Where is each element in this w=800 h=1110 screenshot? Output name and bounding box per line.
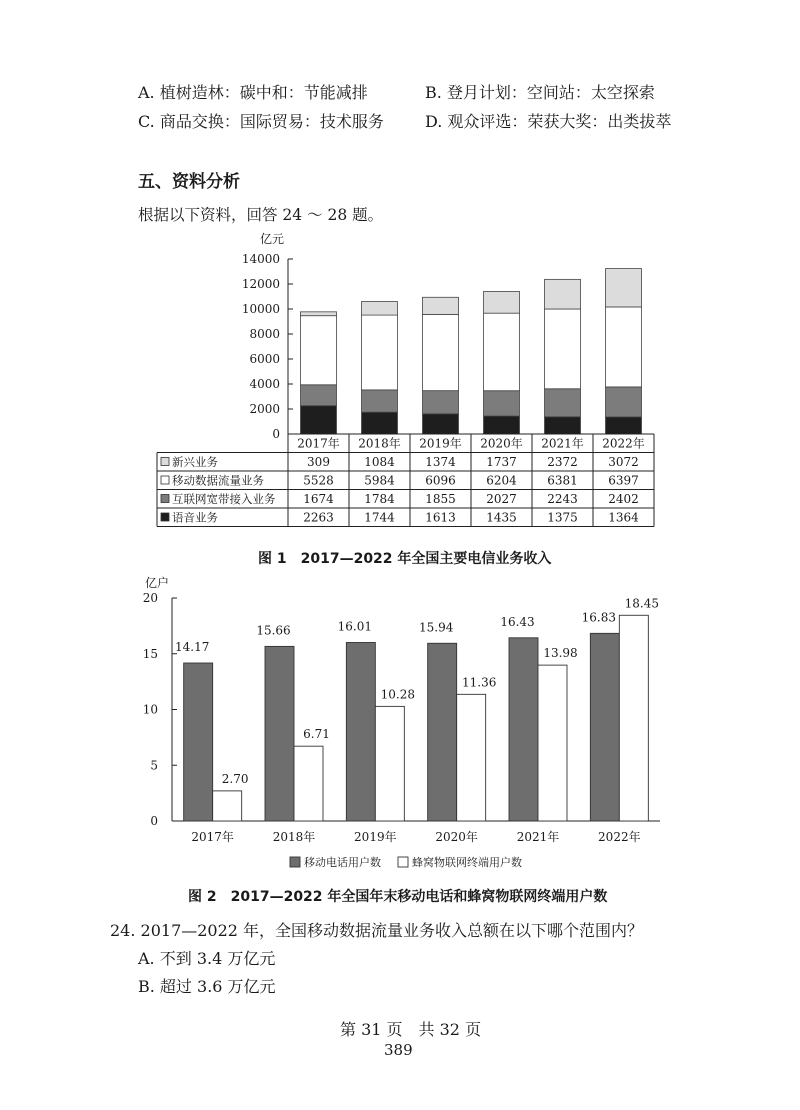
figure1-x-tick-label: 2017年 xyxy=(297,436,340,451)
figure2-data-label: 16.83 xyxy=(581,610,617,625)
figure1-table-value: 2263 xyxy=(303,510,334,525)
figure1-bar-segment xyxy=(301,385,337,406)
figure1-legend-swatch xyxy=(161,495,169,503)
figure2-x-tick-label: 2020年 xyxy=(435,830,478,844)
figure1-legend-swatch xyxy=(161,476,169,484)
figure1-y-tick-label: 0 xyxy=(272,427,280,441)
figure2-legend-swatch xyxy=(398,857,408,867)
figure1-table-value: 1737 xyxy=(486,455,517,469)
figure2-y-tick-label: 15 xyxy=(142,646,158,661)
figure2-y-tick-label: 20 xyxy=(142,591,158,605)
figure2-data-label: 18.45 xyxy=(624,596,660,611)
figure2-bar-mobile xyxy=(184,663,213,821)
figure1-bar-segment xyxy=(484,391,520,416)
figure1-bar-segment xyxy=(362,315,398,390)
figure1-table-value: 1435 xyxy=(486,510,517,525)
figure1-bar-segment xyxy=(423,297,459,314)
figure1-legend-label: 移动数据流量业务 xyxy=(172,473,264,488)
figure2-x-tick-label: 2022年 xyxy=(598,830,641,844)
figure1-y-tick-label: 14000 xyxy=(241,252,280,266)
figure1-bar-segment xyxy=(301,312,337,316)
figure2-x-tick-label: 2017年 xyxy=(191,830,234,844)
figure1-y-tick-label: 8000 xyxy=(249,327,280,341)
figure1-legend-label: 互联网宽带接入业务 xyxy=(172,492,276,506)
figure2-bar-iot xyxy=(294,746,323,821)
figure2-bar-mobile xyxy=(509,638,538,821)
figure1-bar-segment xyxy=(484,416,520,434)
figure1-y-tick-label: 6000 xyxy=(249,352,280,366)
figure1-table-value: 1784 xyxy=(364,492,395,506)
figure1-bar-segment xyxy=(362,412,398,434)
figure1-bar-segment xyxy=(606,417,642,434)
figure1-table-value: 3072 xyxy=(608,455,639,469)
figure1-table-value: 1364 xyxy=(608,510,639,525)
figure1-bar-segment xyxy=(606,307,642,387)
figure2-data-label: 11.36 xyxy=(461,675,497,690)
figure2-bar-iot xyxy=(619,615,648,821)
figure2-x-tick-label: 2021年 xyxy=(516,830,560,844)
figure1-table-value: 6096 xyxy=(425,473,456,488)
figure1-x-tick-label: 2022年 xyxy=(602,436,645,451)
intro-text: 根据以下资料，回答 24 ～ 28 题。 xyxy=(138,206,384,224)
figure2-legend-label: 蜂窝物联网终端用户数 xyxy=(412,856,522,869)
figure2-data-label: 6.71 xyxy=(303,727,330,742)
figure1-table-value: 1674 xyxy=(303,492,334,506)
figure2-bar-mobile xyxy=(265,646,294,821)
figure1-table-value: 1375 xyxy=(547,510,578,525)
figure1-unit: 亿元 xyxy=(260,232,285,246)
figure1-y-tick-label: 10000 xyxy=(241,302,280,316)
figure1-bar-segment xyxy=(606,387,642,417)
figure1-table-value: 5528 xyxy=(303,473,334,488)
figure1-table-value: 6381 xyxy=(547,473,578,488)
figure1-table-value: 2027 xyxy=(486,492,517,506)
figure2-data-label: 16.43 xyxy=(500,614,535,629)
figure2-bar-mobile xyxy=(346,642,375,821)
figure2-data-label: 2.70 xyxy=(221,771,249,786)
figure1-legend-swatch xyxy=(161,458,169,466)
figure1-table-value: 2402 xyxy=(608,492,639,506)
figure2-bar-mobile xyxy=(428,643,457,821)
option-d-prev: D. 观众评选：荣获大奖：出类拔萃 xyxy=(425,112,672,131)
figure1-table-value: 309 xyxy=(307,455,330,469)
figure1-x-tick-label: 2019年 xyxy=(419,436,462,451)
figure1-table-value: 1613 xyxy=(425,510,456,525)
figure1-bar-segment xyxy=(423,391,459,414)
figure2-data-label: 15.94 xyxy=(418,620,454,635)
question-option-b: B. 超过 3.6 万亿元 xyxy=(138,977,276,996)
figure1-table-value: 1744 xyxy=(364,510,395,525)
figure1-table-value: 6397 xyxy=(608,473,639,488)
figure1-bar-segment xyxy=(545,279,581,309)
figure1-bar-segment xyxy=(301,316,337,385)
figure1-bar-segment xyxy=(423,314,459,390)
option-b-prev: B. 登月计划：空间站：太空探索 xyxy=(425,83,655,102)
page-info: 第 31 页 共 32 页 xyxy=(340,1020,482,1039)
figure1-bar-segment xyxy=(606,269,642,307)
figure1-x-tick-label: 2021年 xyxy=(541,436,584,451)
figure2-x-tick-label: 2018年 xyxy=(272,830,316,844)
figure2-data-label: 16.01 xyxy=(337,619,373,634)
figure2-data-label: 14.17 xyxy=(174,640,210,655)
figure2-bar-iot xyxy=(213,791,242,821)
figure2-chart xyxy=(0,570,800,890)
page-number: 389 xyxy=(384,1041,413,1059)
figure2-bar-iot xyxy=(538,665,567,821)
figure2-y-tick-label: 5 xyxy=(150,758,158,773)
figure2-caption: 图 2 2017—2022 年全国年末移动电话和蜂窝物联网终端用户数 xyxy=(188,889,608,905)
question-stem: 24. 2017—2022 年，全国移动数据流量业务收入总额在以下哪个范围内？ xyxy=(110,921,644,940)
figure1-bar-segment xyxy=(484,291,520,313)
figure1-legend-swatch xyxy=(161,513,169,521)
figure1-table-value: 1855 xyxy=(425,492,456,506)
figure2-data-label: 10.28 xyxy=(380,687,416,702)
figure2-y-tick-label: 10 xyxy=(142,702,158,717)
figure2-data-label: 13.98 xyxy=(543,646,578,661)
figure1-table-value: 5984 xyxy=(364,473,395,488)
figure1-x-tick-label: 2018年 xyxy=(358,436,401,451)
figure1-table-value: 2372 xyxy=(547,455,578,469)
figure1-y-tick-label: 2000 xyxy=(249,402,280,416)
figure1-y-tick-label: 12000 xyxy=(241,277,280,291)
figure2-data-label: 15.66 xyxy=(256,623,291,638)
figure2-legend-label: 移动电话用户数 xyxy=(304,856,381,869)
figure2-y-tick-label: 0 xyxy=(150,814,158,828)
figure2-bar-iot xyxy=(457,694,486,821)
figure1-y-tick-label: 4000 xyxy=(249,377,280,391)
figure2-legend-swatch xyxy=(290,857,300,867)
figure1-legend-label: 新兴业务 xyxy=(172,455,218,469)
figure1-table-value: 6204 xyxy=(486,473,517,488)
figure2-bar-mobile xyxy=(590,633,619,821)
figure1-bar-segment xyxy=(545,309,581,389)
figure1-x-tick-label: 2020年 xyxy=(480,436,523,451)
figure2-unit: 亿户 xyxy=(145,576,170,590)
figure1-bar-segment xyxy=(545,389,581,417)
figure1-table-value: 1084 xyxy=(364,455,395,469)
figure1-caption: 图 1 2017—2022 年全国主要电信业务收入 xyxy=(258,551,552,567)
figure1-bar-segment xyxy=(484,313,520,391)
figure1-bar-segment xyxy=(362,302,398,316)
question-option-a: A. 不到 3.4 万亿元 xyxy=(138,949,276,968)
figure1-legend-label: 语音业务 xyxy=(172,510,218,525)
figure1-bar-segment xyxy=(423,414,459,434)
section-title: 五、资料分析 xyxy=(138,172,240,192)
option-a-prev: A. 植树造林：碳中和：节能减排 xyxy=(138,83,368,102)
figure2-bar-iot xyxy=(375,706,404,821)
figure1-bar-segment xyxy=(301,406,337,434)
figure1-table-value: 1374 xyxy=(425,455,456,469)
figure1-bar-segment xyxy=(545,417,581,434)
figure2-x-tick-label: 2019年 xyxy=(354,830,397,844)
figure1-table-value: 2243 xyxy=(547,492,578,506)
option-c-prev: C. 商品交换：国际贸易：技术服务 xyxy=(138,112,384,131)
figure1-bar-segment xyxy=(362,390,398,412)
